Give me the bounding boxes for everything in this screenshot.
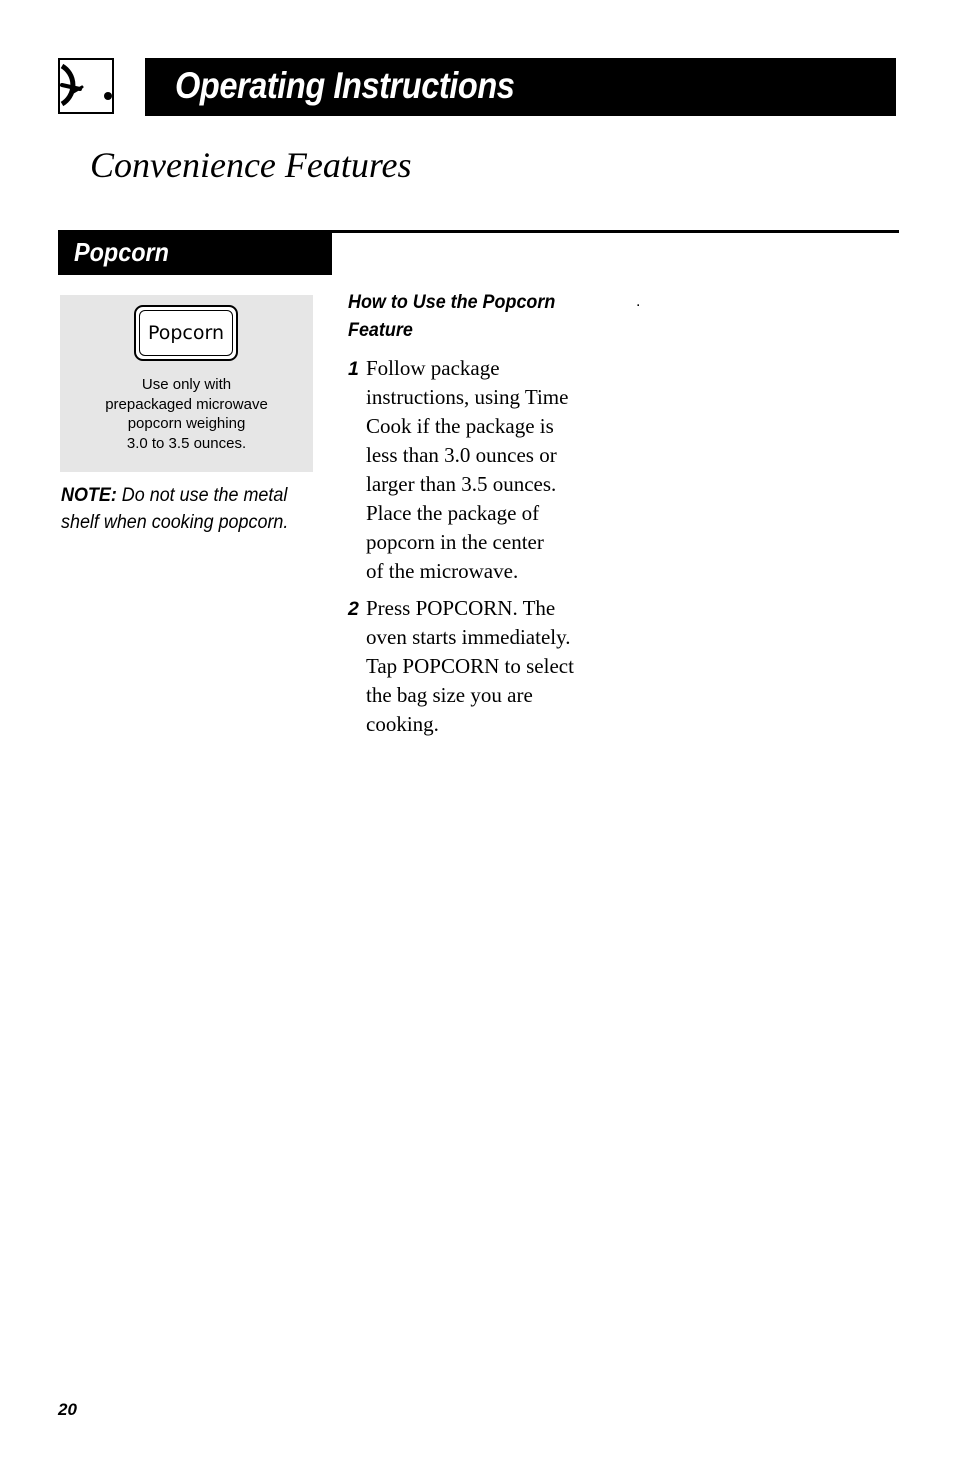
- howto-heading: [348, 288, 555, 344]
- popcorn-key-label: Popcorn: [139, 310, 233, 356]
- callout-line: prepackaged microwave: [105, 395, 268, 413]
- header-title: Operating Instructions: [175, 65, 515, 106]
- popcorn-key-illustration: [134, 305, 238, 361]
- header-bar: [145, 58, 896, 116]
- clock-logo-icon: [58, 58, 114, 114]
- section-divider: [332, 230, 899, 233]
- step-1: [348, 354, 613, 594]
- page-number: 20: [58, 1400, 77, 1419]
- page-subtitle: Convenience Features: [90, 145, 412, 185]
- step-number: 1: [348, 358, 359, 380]
- step-2: [348, 594, 613, 744]
- step-line: popcorn in the center: [366, 530, 544, 554]
- step-line: Follow package: [366, 356, 500, 380]
- step-line: larger than 3.5 ounces.: [366, 472, 557, 496]
- step-line: instructions, using Time: [366, 385, 569, 409]
- metal-shelf-note: [61, 482, 305, 536]
- callout-line: popcorn weighing: [127, 415, 246, 432]
- step-line: Press POPCORN. The: [366, 596, 556, 620]
- callout-text: [60, 375, 313, 453]
- callout-line: 3.0 to 3.5 ounces.: [126, 434, 247, 452]
- step-text: [366, 354, 568, 586]
- step-line: Place the package of: [366, 501, 540, 525]
- step-line: less than 3.0 ounces or: [366, 443, 557, 467]
- step-line: oven starts immediately.: [366, 625, 571, 649]
- callout-line: Use only with: [141, 376, 232, 393]
- step-line: Cook if the package is: [366, 414, 554, 438]
- stray-mark: .: [636, 293, 641, 310]
- step-line: cooking.: [366, 712, 439, 736]
- step-line: Tap POPCORN to select: [366, 654, 574, 678]
- note-text: Do not use the metal shelf when cooking popcorn.: [61, 484, 289, 533]
- step-line: the bag size you are: [366, 683, 533, 707]
- clock-symbol-icon: [60, 60, 112, 112]
- section-title: Popcorn: [74, 237, 169, 267]
- popcorn-callout: [60, 295, 313, 472]
- note-label: NOTE:: [61, 484, 117, 506]
- step-line: of the microwave.: [366, 559, 519, 583]
- step-number: 2: [348, 598, 359, 620]
- section-bar: [58, 230, 332, 275]
- howto-heading-line: How to Use the Popcorn: [348, 291, 556, 313]
- howto-heading-line: Feature: [348, 319, 413, 341]
- step-text: [366, 594, 574, 739]
